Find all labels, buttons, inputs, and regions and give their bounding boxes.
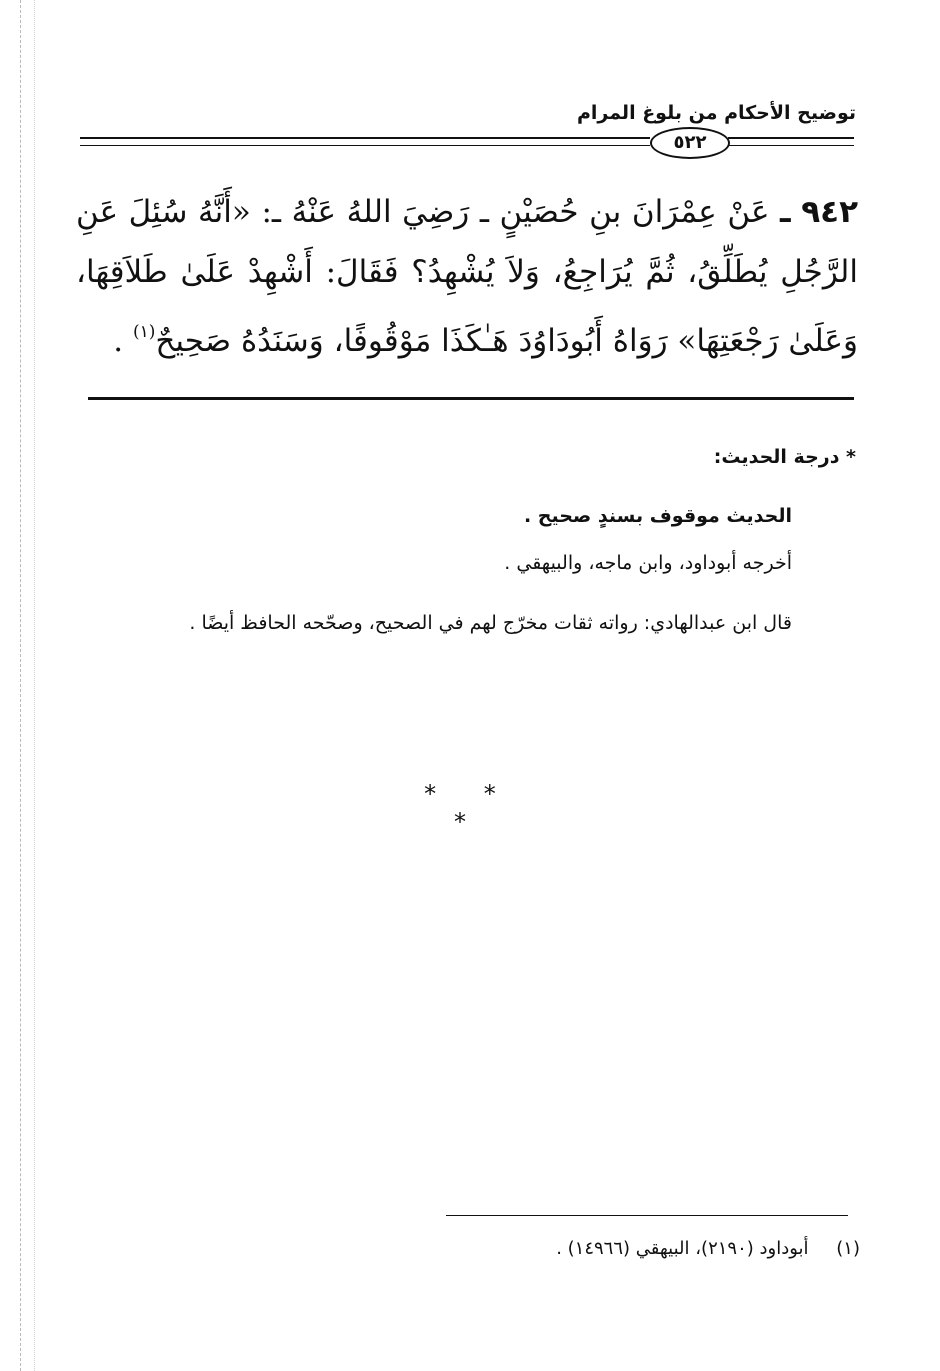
- footnote-divider: [446, 1215, 848, 1216]
- section-end-stars: * * *: [424, 780, 516, 836]
- scan-edge-line: [20, 0, 21, 1371]
- header-rule: [80, 145, 650, 146]
- grade-heading: * درجة الحديث:: [713, 446, 856, 468]
- footnote-marker: (١): [836, 1238, 860, 1259]
- section-divider: [88, 397, 854, 400]
- hadith-end-punctuation: .: [113, 323, 133, 359]
- grade-commentary: قال ابن عبدالهادي: رواته ثقات مخرّج لهم في الصحيح، وصحّحه الحافظ أيضًا .: [189, 612, 792, 634]
- running-title: توضيح الأحكام من بلوغ المرام: [576, 102, 856, 124]
- hadith-number: ٩٤٢: [801, 194, 858, 230]
- hadith-text: عَنْ عِمْرَانَ بنِ حُصَيْنٍ ـ رَضِيَ اللهُ عَنْهُ ـ: «أَنَّهُ سُئِلَ عَنِ الرَّجُلِ يُطَلِّقُ، ثُمَّ يُرَاجِعُ، وَلاَ يُشْهِدُ؟ فَقَالَ: أَشْهِدْ عَلَىٰ طَلاَقِهَا، وَعَلَىٰ رَجْعَتِهَا» رَوَاهُ أَبُودَاوُدَ هَـٰكَذَا مَوْقُوفًا، وَسَنَدُهُ صَحِيحٌ: [76, 194, 858, 359]
- page-number: ٥٢٢: [650, 127, 730, 159]
- footnote: [556, 1238, 860, 1259]
- footnote-reference: (١): [132, 322, 156, 342]
- hadith-paragraph: [76, 182, 858, 371]
- header-rule: [728, 137, 854, 139]
- header-rule: [80, 137, 650, 139]
- scan-edge-line: [34, 0, 35, 1371]
- footnote-text: أبوداود (٢١٩٠)، البيهقي (١٤٩٦٦) .: [556, 1238, 809, 1259]
- grade-verdict: الحديث موقوف بسندٍ صحيح .: [523, 505, 792, 527]
- hadith-number-separator: ـ: [780, 194, 791, 230]
- header-rule: [728, 145, 854, 146]
- grade-sources: أخرجه أبوداود، وابن ماجه، والبيهقي .: [504, 552, 792, 574]
